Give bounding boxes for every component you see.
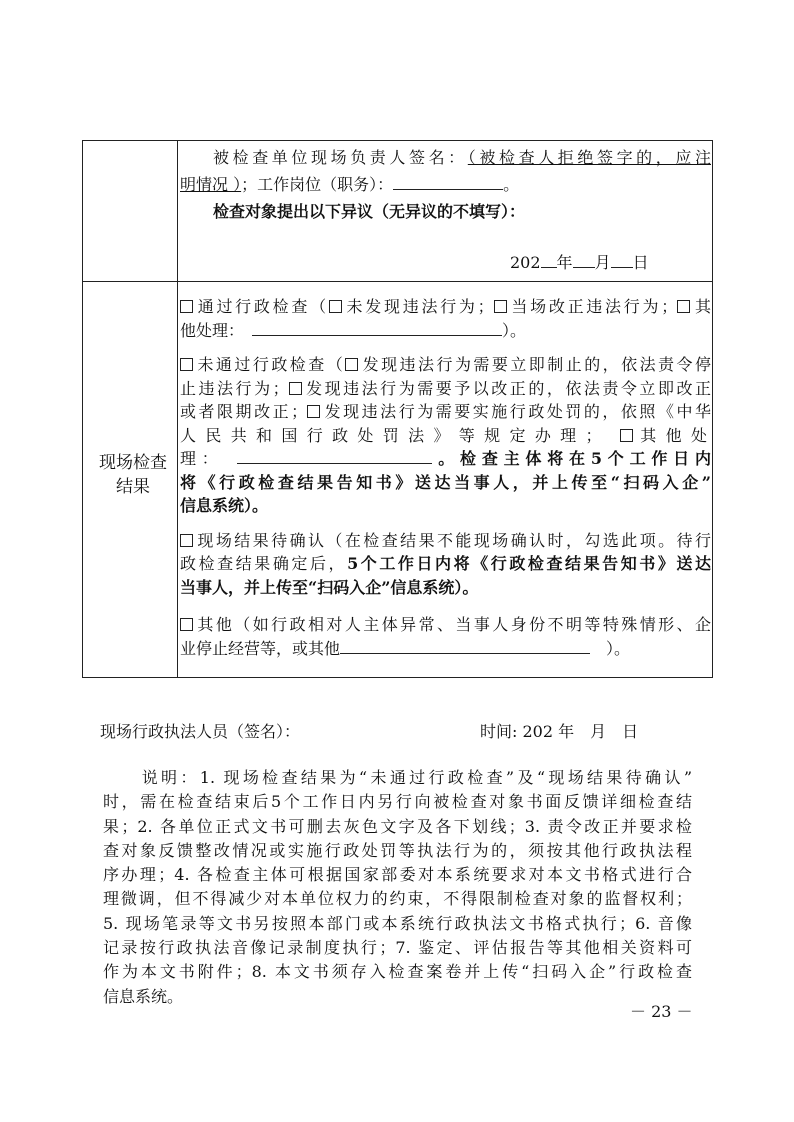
result-label: 现场检查 结果 bbox=[99, 453, 167, 497]
refusal-hint[interactable]: （被检查人拒绝签字的，应注 bbox=[467, 148, 711, 167]
column-divider bbox=[177, 141, 178, 677]
page-number: － 23 － bbox=[630, 1002, 693, 1021]
signature-time[interactable]: 时间: 202 年 月 日 bbox=[480, 722, 639, 741]
inspection-table bbox=[82, 140, 713, 678]
option-pending[interactable]: 现场结果待确认（在检查结果不能现场确认时，勾选此项。待行 bbox=[180, 529, 711, 553]
checkbox[interactable] bbox=[180, 300, 193, 313]
option-other[interactable]: 其他（如行政相对人主体异常、当事人身份不明等特殊情形、企 bbox=[180, 613, 711, 637]
option-pass[interactable]: 通过行政检查（ 未发现违法行为； 当场改正违法行为； 其 bbox=[180, 295, 711, 319]
objection-label: 检查对象提出以下异议（无异议的不填写）： bbox=[213, 202, 526, 221]
officer-signature-label[interactable]: 现场行政执法人员（签名）： bbox=[100, 722, 301, 741]
row-divider bbox=[83, 281, 712, 282]
signature-cell: 被检查单位现场负责人签名：（被检查人拒绝签字的，应注 明情况 ）；工作岗位（职务）： 。 检查对象提出以下异议（无异议的不填写）： 202 年 月 日 bbox=[180, 146, 711, 274]
option-fail[interactable]: 未通过行政检查（ 发现违法行为需要立即制止的，依法责令停 bbox=[180, 353, 711, 377]
result-cell: 通过行政检查（ 未发现违法行为； 当场改正违法行为； 其 他处理： ）。 未通过行政检查（ 发现违法行为需要立即制止的，依法责令停 止违法行为； 发现违法行为需要予以改正的，依法责令立即改正 或者限期改正； 发现违法行为需要实施行政处罚的，依照《中华 人民共和国行政处罚法》等规定办理； 其他处 理： 。检查主体将在5个工作日内 将《行政检查结果告知书》送达当事人，并上传至“扫码入企” 信息系统）。 现场结果待确认（在检查结果不能现场确认时，勾选此项。待行 政检查结果确定后，5个工作日内将《行政检查结果告知书》送达 当事人，并上传至“扫码入企”信息系统）。 其他（如行政相对人主体异常、当事人身份不明等特殊情形、企 业停止经营等，或其他 ）。 bbox=[180, 297, 711, 658]
objection-date[interactable]: 202 年 月 日 bbox=[510, 252, 649, 272]
post-field[interactable] bbox=[393, 173, 503, 190]
notes: 说明：1. 现场检查结果为“未通过行政检查”及“现场结果待确认” 时，需在检查结束后5个工作日内另行向被检查对象书面反馈详细检查结 果；2. 各单位正式文书可删去灰色文字及各下划线；3. 责令改正并要求检 查对象反馈整改情况或实施行政处罚等执法行为的，须按其他行政执法程 序办理；4. 各检查主体可根据国家部委对本系统要求对本文书格式进行合 理微调，但不得减少对本单位权力的约束，不得限制检查对象的监督权利； 5. 现场笔录等文书另按照本部门或本系统行政执法文书格式执行；6. 音像 记录按行政执法音像记录制度执行；7. 鉴定、评估报告等其他相关资料可 作为本文书附件；8. 本文书须存入检查案卷并上传“扫码入企”行政检查 信息系统。 bbox=[103, 768, 692, 1006]
